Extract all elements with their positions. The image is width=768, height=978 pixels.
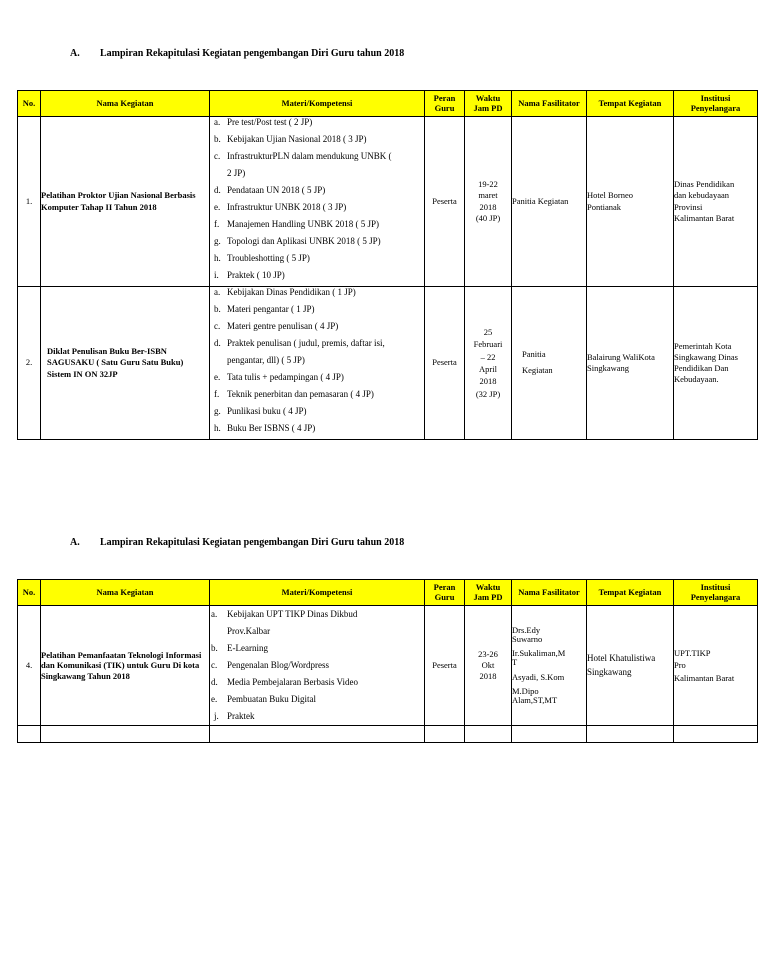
list-item-text: Kebijakan Ujian Nasional 2018 ( 3 JP): [227, 133, 367, 144]
list-marker: i.: [214, 269, 219, 280]
list-marker: e.: [214, 201, 221, 212]
table-row: [18, 117, 758, 287]
institusi-line: Pro: [674, 660, 686, 671]
fasilitator-cell: [512, 606, 587, 726]
header-peran-line1: Peran: [433, 581, 456, 592]
waktu-line: April: [479, 364, 497, 374]
header-no: No.: [18, 580, 41, 606]
institusi-line: UPT.TIKP: [674, 648, 711, 659]
header-institusi-line2: Penyelangara: [690, 102, 741, 113]
list-marker: a.: [211, 609, 218, 619]
list-marker: h.: [214, 252, 221, 263]
waktu-line: 2018: [479, 376, 497, 387]
fasilitator-cell: [512, 117, 587, 287]
table-header-row: [18, 580, 758, 606]
materi-cell: [210, 287, 425, 440]
waktu-line: 19-22: [478, 179, 498, 190]
header-fasilitator: Nama Fasilitator: [512, 91, 587, 117]
header-materi: Materi/Kompetensi: [210, 91, 425, 117]
list-item-text: E-Learning: [227, 643, 268, 653]
table-row: [18, 287, 758, 440]
materi-list: [210, 284, 424, 437]
institusi-line: Provinsi: [674, 201, 703, 212]
tempat-line: Singkawang: [587, 666, 632, 677]
empty-cell: [210, 726, 425, 743]
list-marker: g.: [214, 405, 221, 416]
list-item-text: Pendataan UN 2018 ( 5 JP): [227, 184, 326, 195]
header-waktu-line2: Jam PD: [473, 591, 503, 602]
empty-cell: [41, 726, 210, 743]
list-item: [210, 318, 424, 335]
list-item: [210, 369, 424, 386]
nama-kegiatan: Pelatihan Proktor Ujian Nasional Berbasis Komputer Tahap II Tahun 2018: [41, 117, 210, 287]
list-item-text: Tata tulis + pedampingan ( 4 JP): [227, 371, 344, 382]
list-marker: h.: [214, 422, 221, 433]
list-item: [210, 216, 424, 233]
list-marker: b.: [214, 133, 221, 144]
list-item-text: Praktek: [227, 711, 255, 721]
waktu-line: maret: [478, 190, 498, 201]
header-peran-line1: Peran: [433, 92, 456, 103]
list-item: [210, 335, 424, 369]
table-row: [18, 606, 758, 726]
materi-cell: [210, 606, 425, 726]
list-marker: a.: [214, 286, 221, 297]
list-marker: d.: [211, 677, 218, 687]
list-item-text: Pembuatan Buku Digital: [227, 694, 316, 704]
fasilitator-line: Panitia: [522, 349, 546, 360]
section-letter: A.: [70, 48, 80, 59]
list-item: [210, 250, 424, 267]
list-item-text: Praktek penulisan ( judul, premis, daftar isi, pengantar, dll) ( 5 JP): [227, 337, 385, 365]
tempat-line: Hotel Khatulistiwa: [587, 653, 656, 664]
waktu-line: (32 JP): [475, 388, 501, 399]
header-peran: [425, 91, 465, 117]
list-item-text: Kebijakan UPT TIKP Dinas Dikbud Prov.Kalbar: [227, 609, 358, 636]
list-item-text: Topologi dan Aplikasi UNBK 2018 ( 5 JP): [227, 235, 381, 246]
peran-guru: Peserta: [425, 287, 465, 440]
list-item-text: InfrastrukturPLN dalam mendukung UNBK ( 2 JP): [227, 150, 392, 178]
institusi-line: Kalimantan Barat: [674, 672, 735, 683]
list-item-text: Troubleshotting ( 5 JP): [227, 252, 310, 263]
institusi-line: Dinas Pendidikan: [674, 179, 735, 190]
list-marker: g.: [214, 235, 221, 246]
rekap-table-2: [17, 579, 758, 743]
waktu-cell: [465, 606, 512, 726]
list-item-text: Media Pembejalaran Berbasis Video: [227, 677, 359, 687]
fasilitator-line: T: [512, 657, 518, 668]
header-waktu-line2: Jam PD: [473, 102, 503, 113]
list-item: [210, 131, 424, 148]
rekap-table-1: [17, 90, 758, 440]
header-waktu-line1: Waktu: [475, 92, 501, 103]
header-institusi-line1: Institusi: [700, 581, 731, 592]
list-marker: d.: [214, 337, 221, 348]
header-waktu: [465, 580, 512, 606]
list-item: [210, 386, 424, 403]
list-item-text: Infrastruktur UNBK 2018 ( 3 JP): [227, 201, 347, 212]
waktu-line: 23-26: [478, 648, 498, 659]
list-item-text: Materi pengantar ( 1 JP): [227, 303, 315, 314]
header-waktu-line1: Waktu: [475, 581, 501, 592]
tempat-cell: [587, 117, 674, 287]
waktu-cell: [465, 287, 512, 440]
header-tempat: Tempat Kegiatan: [587, 91, 674, 117]
row-number: 2.: [18, 287, 41, 440]
list-marker: j.: [214, 711, 219, 721]
list-item: [210, 301, 424, 318]
waktu-line: (40 JP): [475, 212, 501, 223]
waktu-line: Februari: [473, 339, 503, 350]
header-tempat: Tempat Kegiatan: [587, 580, 674, 606]
list-marker: a.: [214, 116, 221, 127]
fasilitator-cell: [512, 287, 587, 440]
waktu-line: 25: [483, 327, 493, 338]
tempat-line: Hotel Borneo: [587, 190, 634, 201]
empty-cell: [512, 726, 587, 743]
list-item-text: Praktek ( 10 JP): [227, 269, 285, 280]
section-title-text: Lampiran Rekapitulasi Kegiatan pengembangan Diri Guru tahun 2018: [100, 48, 405, 59]
list-item: [210, 403, 424, 420]
header-nama-kegiatan: Nama Kegiatan: [41, 91, 210, 117]
materi-list: [210, 114, 424, 284]
list-item: [210, 267, 424, 284]
waktu-line: Okt: [481, 659, 495, 670]
empty-cell: [18, 726, 41, 743]
fasilitator-line: M.Dipo: [512, 685, 539, 696]
header-waktu: [465, 91, 512, 117]
list-marker: f.: [214, 388, 220, 399]
list-item-text: Pre test/Post test ( 2 JP): [227, 116, 313, 127]
institusi-cell: [674, 287, 758, 440]
waktu-line: – 22: [480, 351, 496, 362]
fasilitator-line: Suwarno: [512, 634, 543, 645]
tempat-line: Singkawang: [587, 363, 630, 373]
row-number: 1.: [18, 117, 41, 287]
empty-cell: [465, 726, 512, 743]
fasilitator-line: Kegiatan: [522, 365, 553, 375]
fasilitator-line: Ir.Sukaliman,M: [512, 648, 566, 659]
list-item: [210, 114, 424, 131]
fasilitator-line: Drs.Edy: [512, 625, 541, 636]
nama-kegiatan: Pelatihan Pemanfaatan Teknologi Informasi dan Komunikasi (TIK) untuk Guru Di kota Singkawang Tahun 2018: [41, 606, 210, 726]
list-item: [210, 284, 424, 301]
institusi-cell: [674, 606, 758, 726]
institusi-line: Pemerintah Kota: [674, 340, 732, 351]
fasilitator-line: Asyadi, S.Kom: [512, 671, 565, 682]
section-title-2: [70, 537, 404, 548]
row-number: 4.: [18, 606, 41, 726]
list-item: [210, 606, 424, 640]
list-marker: e.: [211, 694, 218, 704]
empty-cell: [674, 726, 758, 743]
header-institusi: [674, 91, 758, 117]
fasilitator-line: Alam,ST,MT: [512, 694, 558, 705]
list-item: [210, 420, 424, 437]
list-item: [210, 199, 424, 216]
institusi-line: dan kebudayaan: [674, 190, 729, 201]
table-row-empty: [18, 726, 758, 743]
peran-guru: Peserta: [425, 117, 465, 287]
header-institusi: [674, 580, 758, 606]
materi-list: [210, 606, 424, 725]
materi-cell: [210, 117, 425, 287]
section-title-text: Lampiran Rekapitulasi Kegiatan pengembangan Diri Guru tahun 2018: [100, 537, 405, 548]
peran-guru: Peserta: [425, 606, 465, 726]
list-marker: f.: [214, 218, 220, 229]
header-peran-line2: Guru: [434, 591, 455, 602]
waktu-line: 2018: [479, 201, 497, 212]
list-item: [210, 148, 424, 182]
fasilitator-line: Panitia Kegiatan: [512, 195, 569, 206]
list-item-text: Punlikasi buku ( 4 JP): [227, 405, 307, 416]
tempat-cell: [587, 287, 674, 440]
tempat-line: Pontianak: [587, 201, 621, 212]
waktu-line: 2018: [479, 671, 497, 682]
list-item-text: Pengenalan Blog/Wordpress: [227, 660, 330, 670]
institusi-line: Kebudayaan.: [674, 374, 719, 385]
empty-cell: [587, 726, 674, 743]
list-item: [210, 691, 424, 708]
empty-cell: [425, 726, 465, 743]
institusi-line: Pendidikan Dan: [674, 363, 729, 373]
nama-kegiatan: Diklat Penulisan Buku Ber-ISBN SAGUSAKU ( Satu Guru Satu Buku) Sistem IN ON 32JP: [41, 287, 210, 440]
section-letter: A.: [70, 537, 80, 548]
header-institusi-line2: Penyelangara: [690, 591, 741, 602]
header-peran-line2: Guru: [434, 102, 455, 113]
list-marker: c.: [211, 660, 218, 670]
header-nama-kegiatan: Nama Kegiatan: [41, 580, 210, 606]
section-title-1: [70, 48, 404, 59]
list-item-text: Teknik penerbitan dan pemasaran ( 4 JP): [227, 388, 374, 399]
header-fasilitator: Nama Fasilitator: [512, 580, 587, 606]
institusi-line: Singkawang Dinas: [674, 351, 738, 362]
header-materi: Materi/Kompetensi: [210, 580, 425, 606]
header-peran: [425, 580, 465, 606]
list-marker: b.: [214, 303, 221, 314]
list-marker: c.: [214, 150, 221, 161]
list-item: [210, 182, 424, 199]
list-item: [210, 233, 424, 250]
list-item: [210, 640, 424, 657]
header-no: No.: [18, 91, 41, 117]
list-marker: c.: [214, 320, 221, 331]
list-item: [210, 708, 424, 725]
list-marker: e.: [214, 371, 221, 382]
tempat-line: Balairung WaliKota: [587, 351, 655, 362]
list-item-text: Buku Ber ISBNS ( 4 JP): [227, 422, 316, 433]
institusi-line: Kalimantan Barat: [674, 212, 735, 223]
institusi-cell: [674, 117, 758, 287]
list-marker: d.: [214, 184, 221, 195]
header-institusi-line1: Institusi: [700, 92, 731, 103]
waktu-cell: [465, 117, 512, 287]
list-item-text: Materi gentre penulisan ( 4 JP): [227, 320, 339, 331]
tempat-cell: [587, 606, 674, 726]
list-item-text: Manajemen Handling UNBK 2018 ( 5 JP): [227, 218, 379, 229]
list-marker: b.: [211, 643, 218, 653]
list-item: [210, 674, 424, 691]
list-item: [210, 657, 424, 674]
list-item-text: Kebijakan Dinas Pendidikan ( 1 JP): [227, 286, 356, 297]
